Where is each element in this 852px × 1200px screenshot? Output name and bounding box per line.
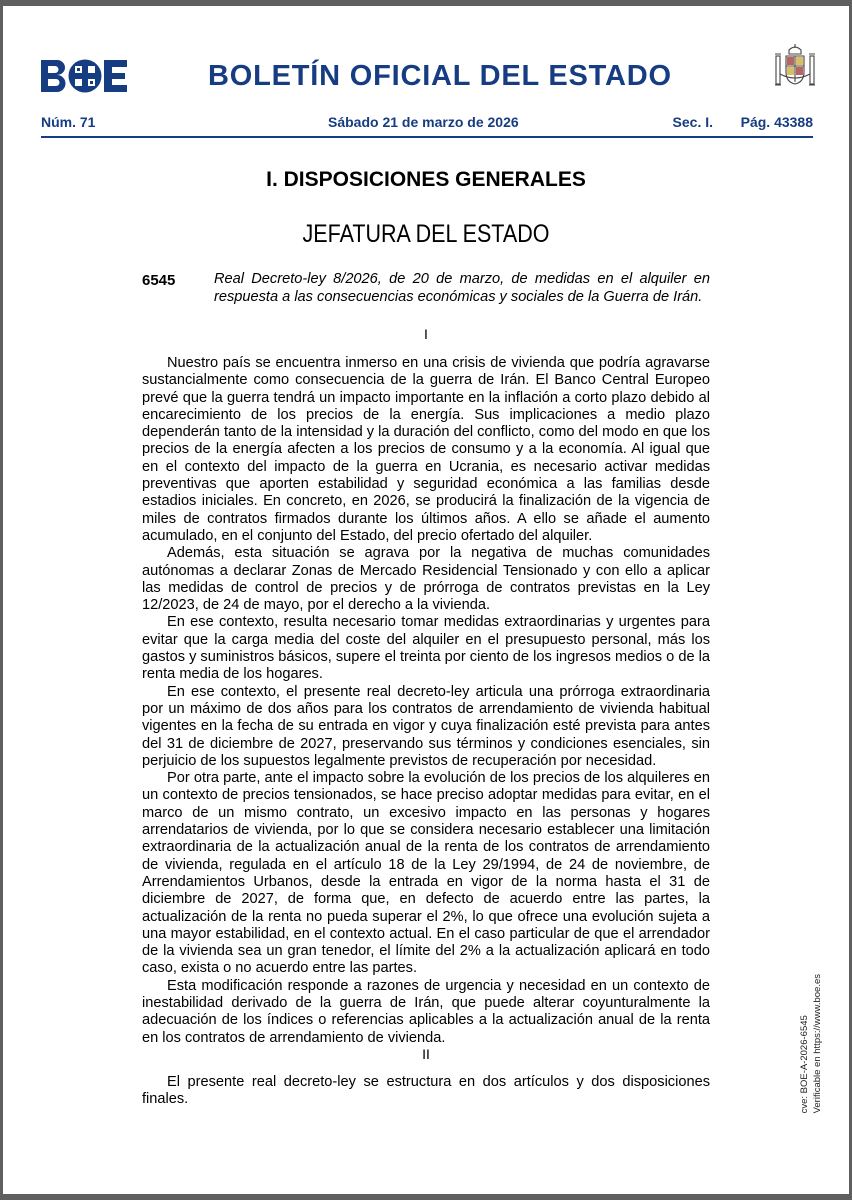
boe-logo (41, 58, 129, 94)
paragraph: En ese contexto, el presente real decreto-ley articula una prórroga extraordinaria por un máximo de dos años para los contratos de arrendamiento de vivienda habitual vigentes en la fecha de su entrada en vigor y cuya finalización esté prevista para antes del 31 de diciembre de 2027, preservando sus términos y condiciones esenciales, sin perjuicio de los supuestos legalmente previstos de recuperación por necesidad. (142, 683, 710, 769)
issue-info-bar (41, 114, 813, 134)
section-title: I. DISPOSICIONES GENERALES (266, 168, 586, 191)
issuing-body: JEFATURA DEL ESTADO (302, 220, 550, 248)
verification-url[interactable]: Verificable en https://www.boe.es (812, 974, 823, 1114)
gazette-title: BOLETÍN OFICIAL DEL ESTADO (208, 60, 672, 92)
disposition-title: Real Decreto-ley 8/2026, de 20 de marzo, de medidas en el alquiler en respuesta a las consecuencias económicas y sociales de la Guerra de Irán. (214, 271, 710, 305)
paragraph: En ese contexto, resulta necesario tomar medidas extraordinarias y urgentes para evitar que la carga media del coste del alquiler en el presupuesto personal, más los gastos y suministros básicos, supere el treinta por ciento de los ingresos medios o de la renta media de los hogares. (142, 614, 710, 683)
cve-code: cve: BOE-A-2026-6545 (799, 1015, 810, 1114)
paragraph: El presente real decreto-ley se estructura en dos artículos y dos disposiciones finales. (142, 1074, 710, 1108)
preamble-part-2 (142, 1074, 710, 1109)
preamble-part-1 (142, 355, 710, 1047)
document-page (3, 6, 849, 1194)
issue-number: Núm. 71 (41, 114, 96, 130)
section-label: Sec. I. (672, 114, 713, 130)
coat-of-arms-icon (773, 44, 817, 94)
part-heading-1: I (424, 326, 428, 342)
masthead (41, 52, 817, 100)
page-number: Pág. 43388 (740, 114, 813, 130)
paragraph: Además, esta situación se agrava por la negativa de muchas comunidades autónomas a declarar Zonas de Mercado Residencial Tensionado y con ello a aplicar las medidas de control de precios y de prórroga de contratos previstas en la Ley 12/2023, de 24 de mayo, por el derecho a la vivienda. (142, 545, 710, 614)
paragraph: Por otra parte, ante el impacto sobre la evolución de los precios de los alquileres en un contexto de precios tensionados, se hace preciso adoptar medidas para evitar, en el marco de un mismo contrato, un excesivo impacto en las personas y hogares arrendatarios de vivienda, por lo que se considera necesario establecer una limitación extraordinaria de la actualización anual de la renta de los contratos de arrendamiento de vivienda, regulada en el artículo 18 de la Ley 29/1994, de 24 de noviembre, de Arrendamientos Urbanos, desde la entrada en vigor de la norma hasta el 31 de diciembre de 2027, de forma que, en defecto de acuerdo entre las partes, la actualización de la renta no pueda superar el 2%, lo que ofrece una evolución sujeta a una mayor estabilidad, en el contexto actual. En el caso particular de que el arrendador de la vivienda sea un gran tenedor, el límite del 2% a la actualización aplicará en todo caso, exista o no acuerdo entre las partes. (142, 770, 710, 977)
part-heading-2: II (422, 1046, 430, 1062)
verification-note (798, 974, 824, 1113)
paragraph: Esta modificación responde a razones de urgencia y necesidad en un contexto de inestabilidad derivado de la guerra de Irán, que puede alterar coyunturalmente la adecuación de los índices o referencias aplicables a la actualización anual de la renta en los contratos de arrendamiento de vivienda. (142, 977, 710, 1046)
disposition-number: 6545 (142, 272, 176, 289)
paragraph: Nuestro país se encuentra inmerso en una crisis de vivienda que podría agravarse sustancialmente como consecuencia de la guerra de Irán. El Banco Central Europeo prevé que la guerra tendrá un impacto importante en la inflación a corto plazo debido al encarecimiento de los precios de la energía. Sus implicaciones a medio plazo dependerán tanto de la intensidad y la duración del conflicto, como del modo en que los precios de la energía afecten a los precios de consumo y a la economía. Al igual que en el contexto del impacto de la guerra en Ucrania, es necesario activar medidas preventivas que aporten estabilidad y seguridad económica a las familias desde estadios iniciales. En concreto, en 2026, se producirá la finalización de la vigencia de miles de contratos firmados durante los últimos años. A ello se añade el aumento acumulado, en el conjunto del Estado, del precio ofertado del alquiler. (142, 355, 710, 544)
issue-date: Sábado 21 de marzo de 2026 (328, 114, 519, 130)
header-divider (41, 136, 813, 138)
